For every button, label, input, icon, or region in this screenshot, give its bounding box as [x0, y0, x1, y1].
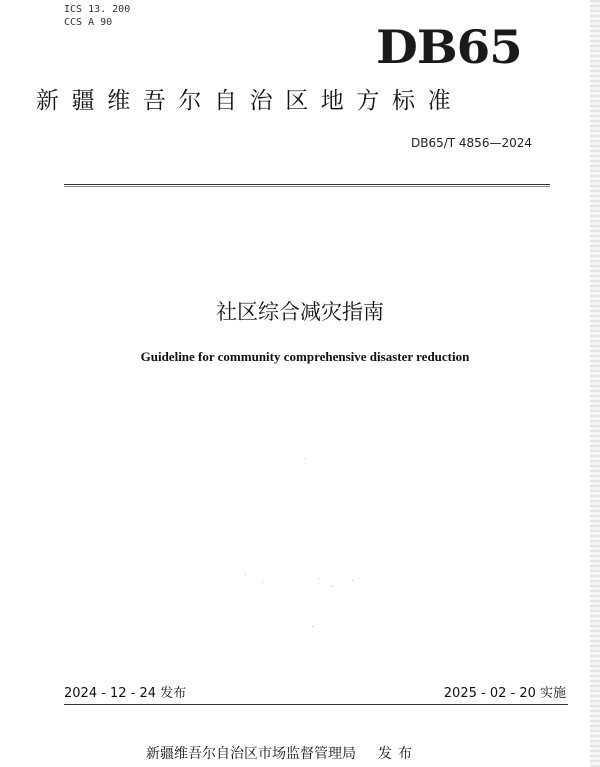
issuing-authority [146, 745, 418, 763]
standard-type-title: 新疆维吾尔自治区地方标准 [36, 88, 464, 114]
issuer-name: 新疆维吾尔自治区市场监督管理局 [146, 746, 356, 762]
implementation-date: 2025 - 02 - 20 实施 [443, 686, 566, 701]
footer-divider [64, 704, 568, 705]
scan-edge-artifact [590, 0, 600, 767]
scan-speck [305, 458, 306, 459]
ics-code: ICS 13. 200 [64, 4, 131, 15]
issue-date: 2024 - 12 - 24 发布 [64, 686, 187, 701]
scan-speck [245, 574, 246, 575]
issuer-action: 发布 [378, 746, 418, 762]
scan-speck [262, 582, 263, 583]
db65-logo: DB65 [376, 20, 522, 74]
document-title-english: Guideline for community comprehensive disaster reduction [140, 349, 470, 364]
standard-number: DB65/T 4856—2024 [410, 136, 532, 150]
scan-speck [318, 578, 319, 579]
scan-speck [331, 586, 332, 587]
ccs-code: CCS A 90 [64, 17, 113, 28]
scan-speck [312, 626, 313, 627]
document-title-chinese: 社区综合减灾指南 [216, 300, 384, 324]
header-divider-secondary [64, 186, 550, 187]
classification-codes [64, 3, 130, 29]
scan-speck [352, 580, 353, 581]
header-divider [64, 184, 550, 185]
